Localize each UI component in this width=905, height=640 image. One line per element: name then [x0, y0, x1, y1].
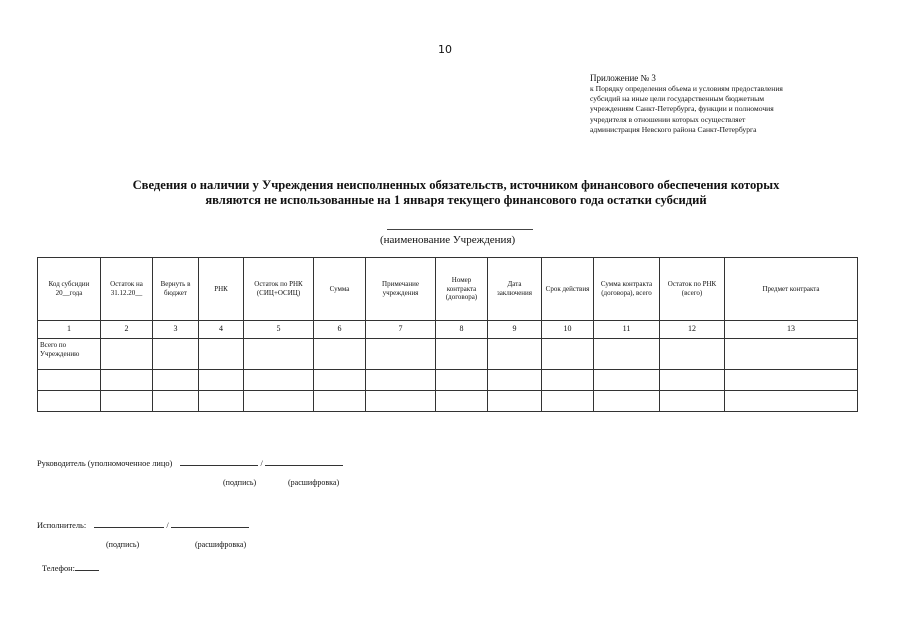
table-cell[interactable]: [594, 391, 660, 412]
appendix-block: [590, 72, 880, 135]
table-cell[interactable]: [488, 370, 542, 391]
column-number: 3: [153, 321, 199, 339]
separator: /: [166, 521, 169, 530]
column-header: Вернуть в бюджет: [153, 258, 199, 321]
column-number: 12: [660, 321, 725, 339]
column-number-row: [38, 321, 858, 339]
appendix-line: к Порядку определения объема и условиям предоставления: [590, 84, 783, 93]
table-cell[interactable]: [488, 339, 542, 370]
table-cell[interactable]: [366, 339, 436, 370]
org-name-line[interactable]: [387, 229, 533, 230]
table-cell[interactable]: [488, 391, 542, 412]
table-cell[interactable]: [725, 391, 858, 412]
column-number: 4: [199, 321, 244, 339]
table-cell[interactable]: [594, 339, 660, 370]
table-cell[interactable]: [314, 391, 366, 412]
table-cell[interactable]: [594, 370, 660, 391]
column-header: Срок действия: [542, 258, 594, 321]
column-header: Остаток по РНК (СИЦ+ОСИЦ): [244, 258, 314, 321]
column-number: 7: [366, 321, 436, 339]
appendix-title: Приложение № 3: [590, 73, 656, 83]
column-header: Сумма контракта (договора), всего: [594, 258, 660, 321]
table-cell[interactable]: [244, 391, 314, 412]
head-signature-line: [37, 457, 343, 468]
column-number: 1: [38, 321, 101, 339]
heading-line-1: Сведения о наличии у Учреждения неисполненных обязательств, источником финансового обеспечения которых: [132, 178, 780, 192]
exec-sub-name: (расшифровка): [195, 540, 247, 549]
table-cell[interactable]: [725, 339, 858, 370]
table-cell[interactable]: [199, 370, 244, 391]
table-cell[interactable]: [436, 391, 488, 412]
head-sign-field[interactable]: [180, 457, 258, 466]
table-cell[interactable]: [101, 339, 153, 370]
table-cell[interactable]: [542, 370, 594, 391]
table-cell[interactable]: [436, 339, 488, 370]
table-header-row: [38, 258, 858, 321]
column-header: Код субсидии 20__года: [38, 258, 101, 321]
table-cell[interactable]: [314, 339, 366, 370]
column-header: Номер контракта (договора): [436, 258, 488, 321]
column-header: Примечание учреждения: [366, 258, 436, 321]
separator: /: [260, 459, 263, 468]
total-label: Всего по Учреждению: [38, 339, 101, 370]
table-cell[interactable]: [153, 391, 199, 412]
table-cell[interactable]: [101, 370, 153, 391]
heading-line-2: являются не использованные на 1 января текущего финансового года остатки субсидий: [205, 193, 707, 207]
column-header: РНК: [199, 258, 244, 321]
head-sub-name: (расшифровка): [288, 478, 340, 487]
table-cell[interactable]: [199, 339, 244, 370]
table-cell[interactable]: [244, 370, 314, 391]
column-number: 6: [314, 321, 366, 339]
table-cell[interactable]: [101, 391, 153, 412]
obligations-table: [37, 257, 858, 412]
phone-label: Телефон:: [42, 564, 75, 573]
head-label: Руководитель (уполномоченное лицо): [37, 459, 173, 468]
column-header: Предмет контракта: [725, 258, 858, 321]
appendix-line: учредителя в отношении которых осуществляет: [590, 114, 746, 124]
column-number: 11: [594, 321, 660, 339]
exec-sign-field[interactable]: [94, 519, 164, 528]
column-header: Сумма: [314, 258, 366, 321]
appendix-line: администрация Невского района Санкт-Петербурга: [590, 124, 757, 134]
column-number: 2: [101, 321, 153, 339]
table-cell[interactable]: [660, 391, 725, 412]
column-header: Остаток по РНК (всего): [660, 258, 725, 321]
exec-name-field[interactable]: [171, 519, 249, 528]
org-name-caption: (наименование Учреждения): [380, 234, 516, 246]
column-number: 9: [488, 321, 542, 339]
table-cell[interactable]: [153, 370, 199, 391]
column-header: Остаток на 31.12.20__: [101, 258, 153, 321]
head-name-field[interactable]: [265, 457, 343, 466]
page-number: 10: [438, 43, 452, 56]
table-row: [38, 391, 858, 412]
table-row: [38, 339, 858, 370]
table-cell[interactable]: [314, 370, 366, 391]
document-heading: [40, 178, 872, 208]
column-number: 5: [244, 321, 314, 339]
table-cell[interactable]: [542, 339, 594, 370]
table-cell[interactable]: [38, 370, 101, 391]
exec-sub-sign: (подпись): [106, 540, 140, 549]
head-sub-sign: (подпись): [223, 478, 257, 487]
table-cell[interactable]: [366, 391, 436, 412]
table-cell[interactable]: [725, 370, 858, 391]
exec-label: Исполнитель:: [37, 521, 87, 530]
table-cell[interactable]: [153, 339, 199, 370]
table-cell[interactable]: [542, 391, 594, 412]
phone-line: [42, 562, 99, 573]
table-cell[interactable]: [660, 370, 725, 391]
appendix-line: субсидий на иные цели государственным бюджетным: [590, 94, 765, 104]
column-header: Дата заключения: [488, 258, 542, 321]
table-cell[interactable]: [660, 339, 725, 370]
column-number: 8: [436, 321, 488, 339]
table-cell[interactable]: [436, 370, 488, 391]
column-number: 13: [725, 321, 858, 339]
column-number: 10: [542, 321, 594, 339]
exec-signature-line: [37, 519, 249, 530]
phone-field[interactable]: [75, 562, 99, 571]
table-cell[interactable]: [366, 370, 436, 391]
table-row: [38, 370, 858, 391]
table-cell[interactable]: [244, 339, 314, 370]
table-cell[interactable]: [38, 391, 101, 412]
table-cell[interactable]: [199, 391, 244, 412]
appendix-line: учреждениям Санкт-Петербурга, функции и полномочия: [590, 104, 774, 114]
